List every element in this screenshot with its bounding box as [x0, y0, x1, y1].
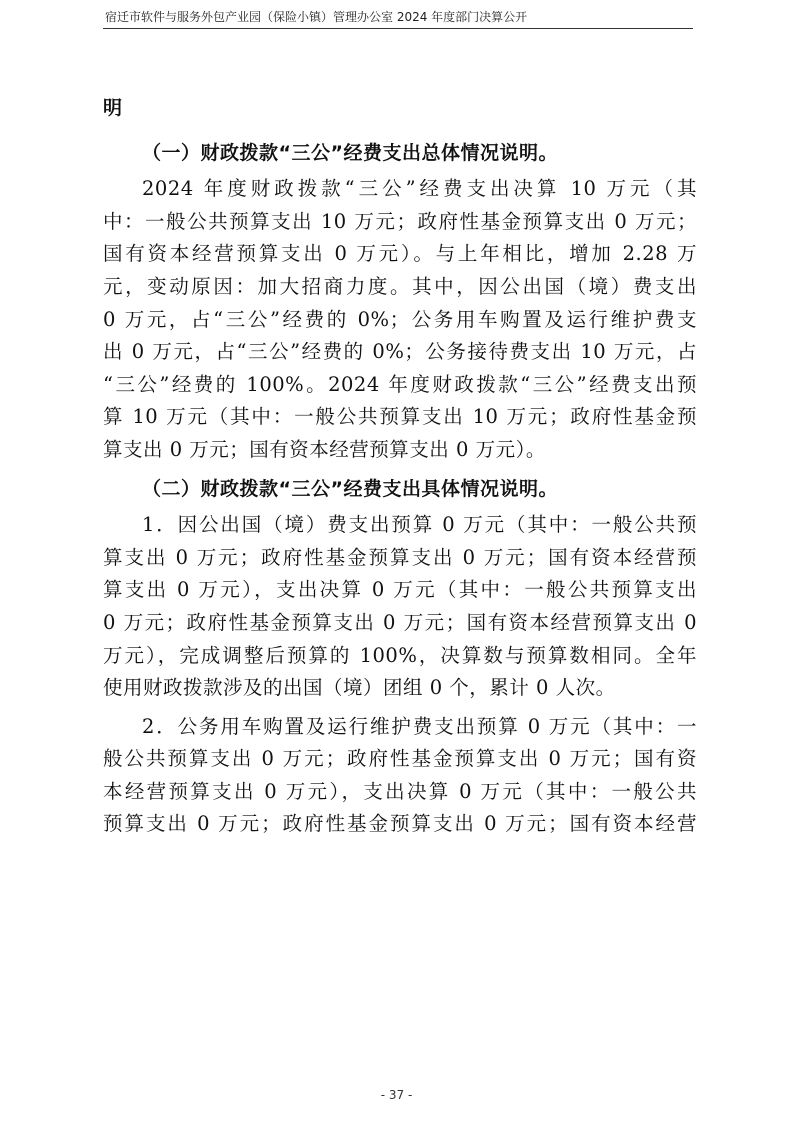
item-2-line: 般公共预算支出 0 万元；政府性基金预算支出 0 万元；国有资	[103, 747, 697, 771]
item-2-line: 预算支出 0 万元；政府性基金预算支出 0 万元；国有资本经营	[103, 812, 697, 836]
section-1-line: “三公”经费的 100%。2024 年度财政拨款“三公”经费支出预	[103, 372, 697, 396]
document-body	[103, 92, 697, 841]
item-2-line: 本经营预算支出 0 万元），支出决算 0 万元（其中：一般公共	[103, 779, 697, 803]
section-1-line: 算 10 万元（其中：一般公共预算支出 10 万元；政府性基金预	[103, 405, 697, 429]
section-1-line: 国有资本经营预算支出 0 万元）。与上年相比，增加 2.28 万	[103, 242, 697, 266]
item-1-line: 0 万元；政府性基金预算支出 0 万元；国有资本经营预算支出 0	[103, 610, 697, 634]
section-2-item-2-paragraph	[103, 711, 697, 841]
section-1-line: 元，变动原因：加大招商力度。其中，因公出国（境）费支出	[103, 274, 697, 298]
section-1-line: 0 万元，占“三公”经费的 0%；公务用车购置及运行维护费支	[103, 307, 697, 331]
section-1-line: 出 0 万元，占“三公”经费的 0%；公务接待费支出 10 万元，占	[103, 340, 697, 364]
item-1-line: 算支出 0 万元；政府性基金预算支出 0 万元；国有资本经营预	[103, 545, 697, 569]
section-1-line: 算支出 0 万元；国有资本经营预算支出 0 万元）。	[103, 437, 546, 461]
item-1-line: 1．因公出国（境）费支出预算 0 万元（其中：一般公共预	[142, 513, 697, 537]
section-2-title: （二）财政拨款“三公”经费支出具体情况说明。	[142, 477, 558, 500]
section-2-item-1-paragraph	[103, 509, 697, 705]
item-2-line: 2．公务用车购置及运行维护费支出预算 0 万元（其中：一	[142, 714, 697, 738]
continued-heading-fragment: 明	[103, 97, 123, 119]
section-1-paragraph	[103, 173, 697, 466]
page-header: 宿迁市软件与服务外包产业园（保险小镇）管理办公室 2024 年度部门决算公开	[105, 10, 528, 24]
page-number: - 37 -	[380, 1088, 413, 1102]
item-1-line: 算支出 0 万元），支出决算 0 万元（其中：一般公共预算支出	[103, 578, 697, 602]
section-1-line: 2024 年度财政拨款“三公”经费支出决算 10 万元（其	[142, 177, 697, 201]
header-divider	[103, 28, 693, 29]
item-1-line: 万元），完成调整后预算的 100%，决算数与预算数相同。全年	[103, 643, 697, 667]
section-1-title: （一）财政拨款“三公”经费支出总体情况说明。	[142, 141, 558, 164]
section-1-line: 中：一般公共预算支出 10 万元；政府性基金预算支出 0 万元；	[103, 209, 697, 233]
item-1-line: 使用财政拨款涉及的出国（境）团组 0 个，累计 0 人次。	[103, 676, 616, 700]
